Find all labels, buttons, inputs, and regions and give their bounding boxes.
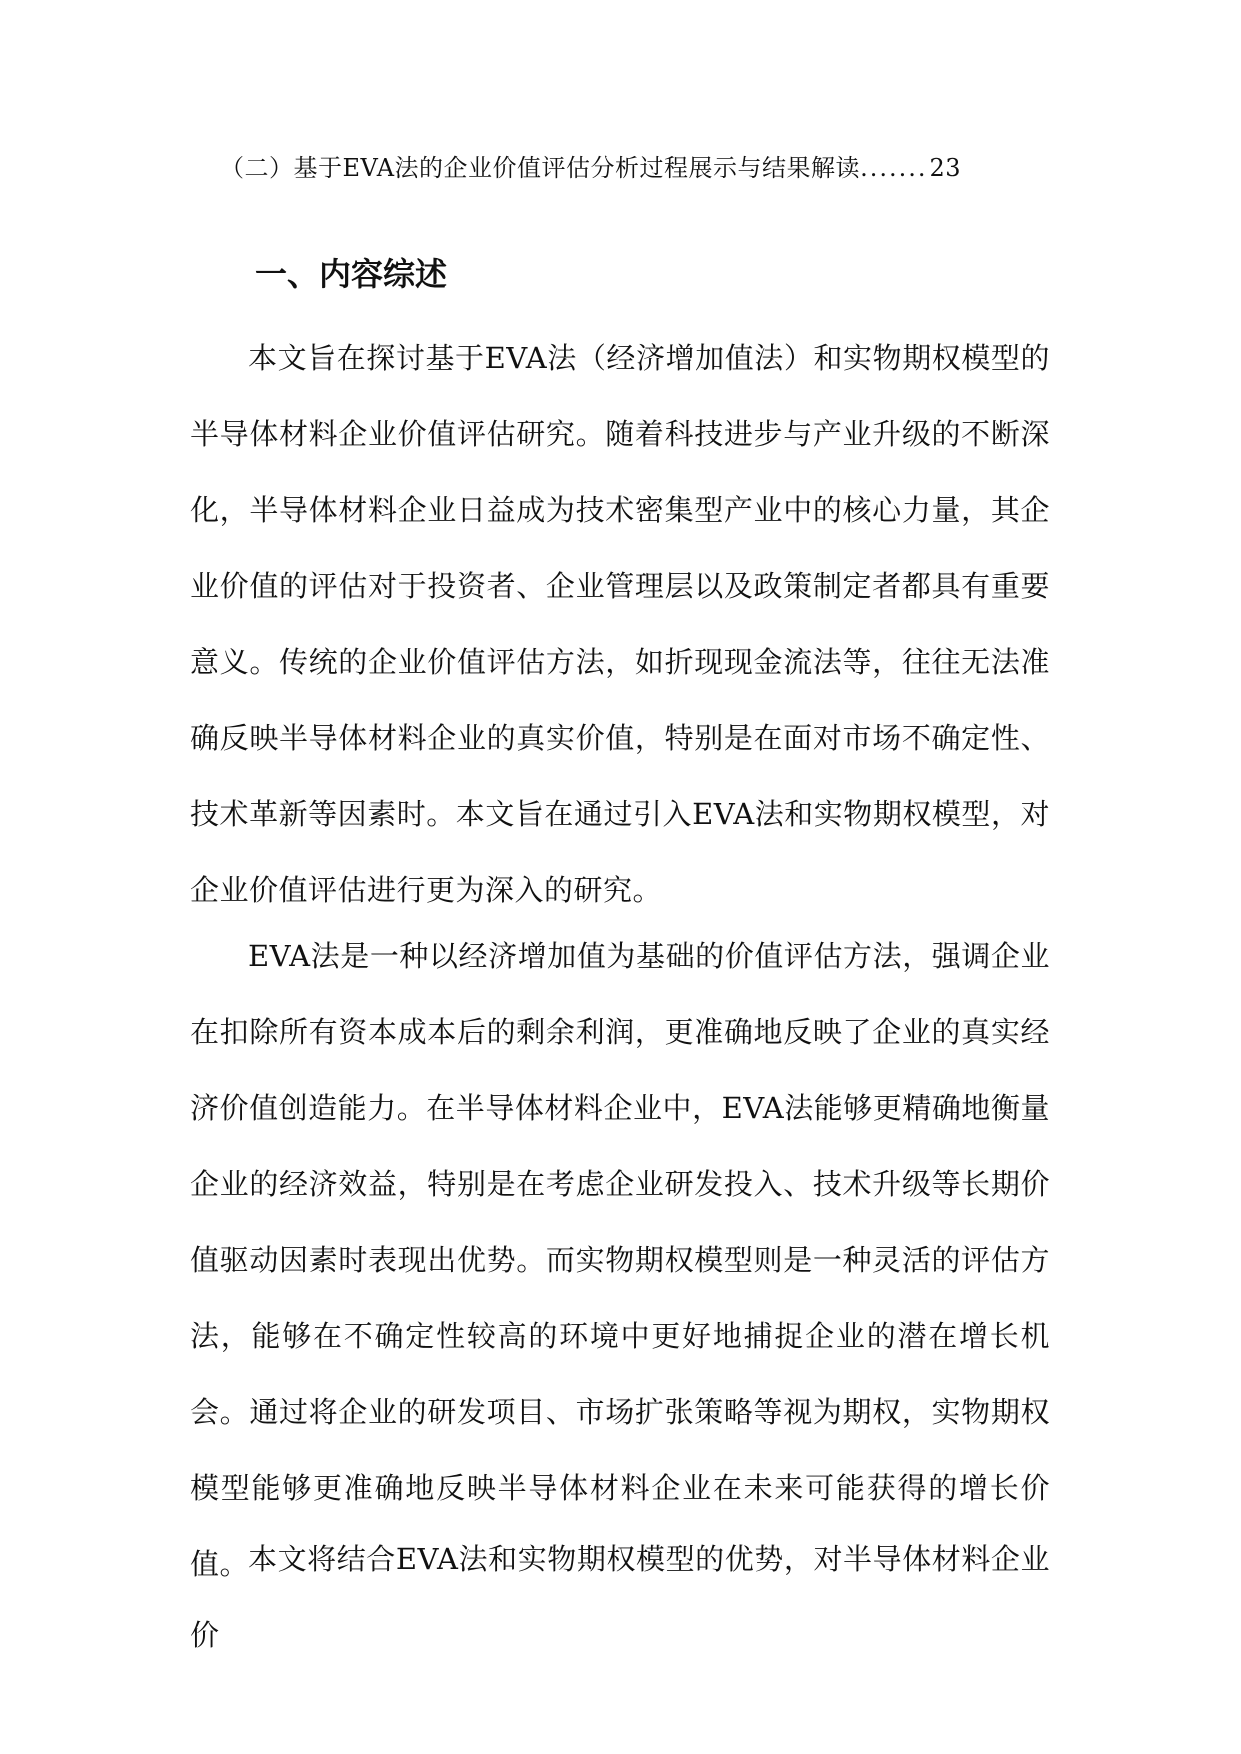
toc-entry-text: （二）基于EVA法的企业价值评估分析过程展示与结果解读: [220, 154, 861, 182]
body-paragraph-3: 本文将结合EVA法和实物期权模型的优势，对半导体材料企业价: [190, 1542, 1050, 1652]
body-paragraph-1: 本文旨在探讨基于EVA法（经济增加值法）和实物期权模型的半导体材料企业价值评估研究。随着科技进步与产业升级的不断深化，半导体材料企业日益成为技术密集型产业中的核心力量，其企业价值的评估对于投资者、企业管理层以及政策制定者都具有重要意义。传统的企业价值评估方法，如折现现金流法等，往往无法准确反映半导体材料企业的真实价值，特别是在面对市场不确定性、技术革新等因素时。本文旨在通过引入EVA法和实物期权模型，对企业价值评估进行更为深入的研究。: [190, 341, 1050, 907]
section-heading: 一、内容综述: [255, 255, 448, 293]
toc-page-number: 23: [929, 154, 962, 182]
body-paragraph-2: EVA法是一种以经济增加值为基础的价值评估方法，强调企业在扣除所有资本成本后的剩余利润，更准确地反映了企业的真实经济价值创造能力。在半导体材料企业中，EVA法能够更精确地衡量企业的经济效益，特别是在考虑企业研发投入、技术升级等长期价值驱动因素时表现出优势。而实物期权模型则是一种灵活的评估方法，能够在不确定性较高的环境中更好地捕捉企业的潜在增长机会。通过将企业的研发项目、市场扩张策略等视为期权，实物期权模型能够更准确地反映半导体材料企业在未来可能获得的增长价值。: [190, 939, 1050, 1581]
toc-entry[interactable]: [220, 150, 961, 186]
toc-dot-leader: .......: [860, 154, 928, 182]
